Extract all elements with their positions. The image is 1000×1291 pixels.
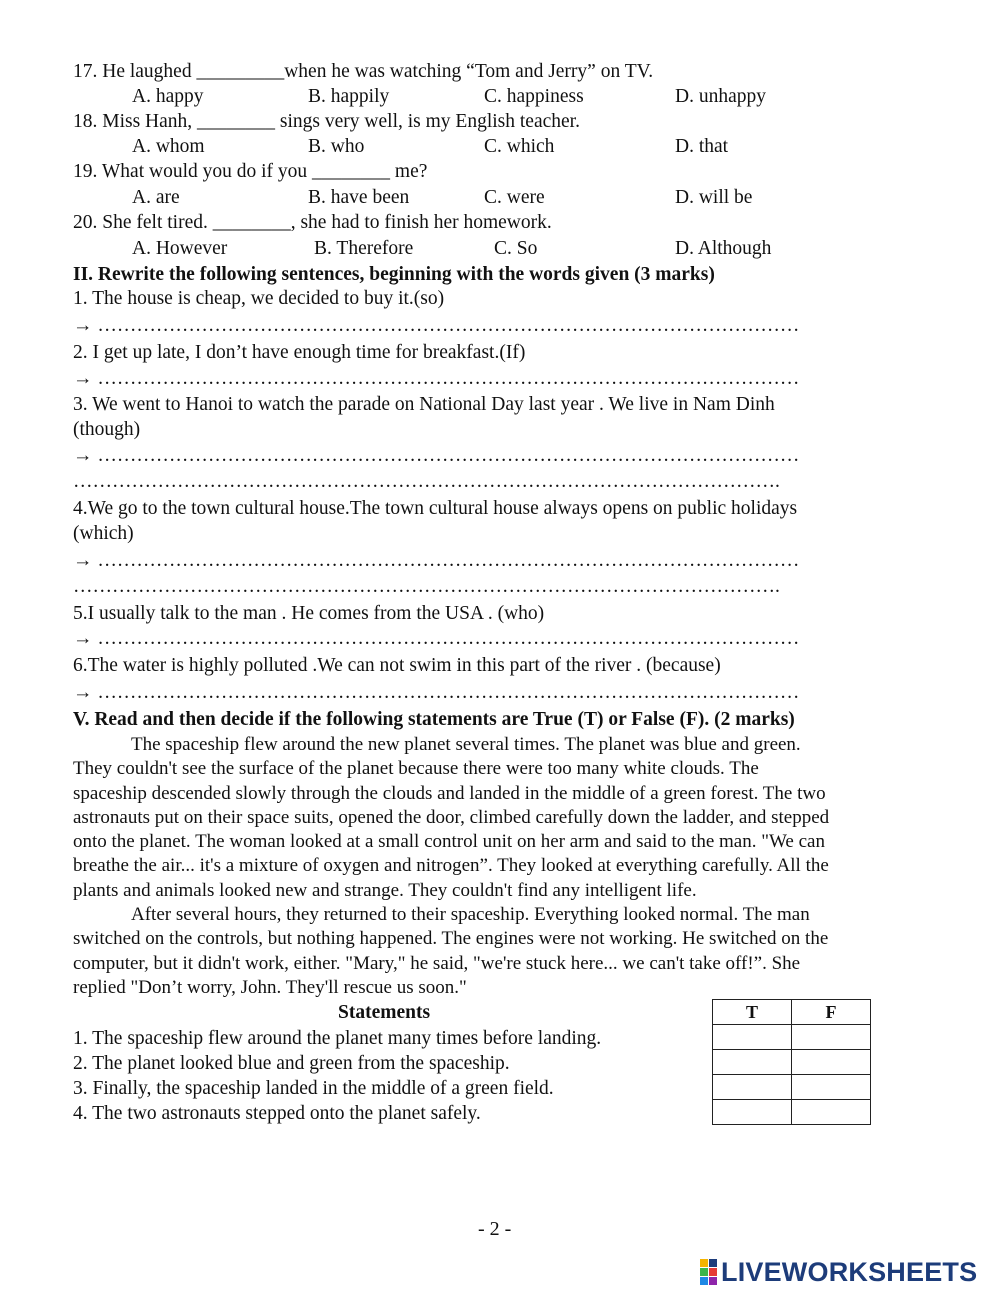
q19-option-a[interactable]: A. are xyxy=(132,187,180,208)
answer-cell-2-false[interactable] xyxy=(792,1050,871,1075)
section-ii-heading: II. Rewrite the following sentences, beginning with the words given (3 marks) xyxy=(73,264,715,285)
paragraph-line: onto the planet. The woman looked at a small control unit on her arm and said to the man. "We can xyxy=(73,831,825,853)
q19-option-b[interactable]: B. have been xyxy=(308,187,410,208)
true-false-table xyxy=(712,999,871,1125)
q17-option-c[interactable]: C. happiness xyxy=(484,86,584,107)
rewrite-3-hint: (though) xyxy=(73,419,141,440)
rewrite-4-hint: (which) xyxy=(73,523,134,544)
paragraph-line: breathe the air... it's a mixture of oxygen and nitrogen”. They looked at everything carefully. All the xyxy=(73,855,829,877)
rewrite-4-answer-line[interactable] xyxy=(73,549,799,573)
arrow-icon: → xyxy=(73,682,93,703)
statement-2: 2. The planet looked blue and green from the spaceship. xyxy=(73,1053,510,1074)
rewrite-2-prompt: 2. I get up late, I don’t have enough time for breakfast.(If) xyxy=(73,342,526,363)
paragraph-line: They couldn't see the surface of the planet because there were too many white clouds. The xyxy=(73,758,759,780)
statement-1: 1. The spaceship flew around the planet many times before landing. xyxy=(73,1028,602,1049)
q18-option-a[interactable]: A. whom xyxy=(132,136,205,157)
arrow-icon: → xyxy=(73,628,93,649)
q19-option-d[interactable]: D. will be xyxy=(675,187,753,208)
arrow-icon: → xyxy=(73,550,93,571)
arrow-icon: → xyxy=(73,368,93,389)
q20-option-a[interactable]: A. However xyxy=(132,238,228,259)
rewrite-3-answer-line[interactable] xyxy=(73,444,799,468)
paragraph-line: plants and animals looked new and strange. They couldn't find any intelligent life. xyxy=(73,879,697,901)
liveworksheets-logo xyxy=(700,1258,977,1286)
paragraph-line: astronauts put on their space suits, opened the door, climbed carefully down the ladder, and stepped xyxy=(73,806,830,828)
section-v-heading: V. Read and then decide if the following statements are True (T) or False (F). (2 marks) xyxy=(73,709,795,730)
answer-cell-1-false[interactable] xyxy=(792,1025,871,1050)
rewrite-6-answer-line[interactable] xyxy=(73,681,799,705)
rewrite-1-answer-line[interactable] xyxy=(73,314,799,338)
statement-4: 4. The two astronauts stepped onto the planet safely. xyxy=(73,1103,481,1124)
column-false-header: F xyxy=(792,1000,871,1025)
q19-option-c[interactable]: C. were xyxy=(484,187,545,208)
answer-dots: ……………………………………………………………………………………………… xyxy=(97,550,800,571)
answer-cell-4-false[interactable] xyxy=(792,1100,871,1125)
arrow-icon: → xyxy=(73,445,93,466)
q18-option-b[interactable]: B. who xyxy=(308,136,365,157)
answer-dots: ……………………………………………………………………………………………… xyxy=(97,315,800,336)
statement-3: 3. Finally, the spaceship landed in the middle of a green field. xyxy=(73,1078,554,1099)
q20-option-d[interactable]: D. Although xyxy=(675,238,772,259)
answer-dots: ……………………………………………………………………………………………… xyxy=(97,368,800,389)
paragraph-line: switched on the controls, but nothing happened. The engines were not working. He switched on the xyxy=(73,928,829,950)
paragraph-line: replied "Don’t worry, John. They'll rescue us soon." xyxy=(73,976,467,998)
question-20-stem: 20. She felt tired. ________, she had to finish her homework. xyxy=(73,212,552,233)
answer-cell-3-true[interactable] xyxy=(713,1075,792,1100)
paragraph-line: spaceship descended slowly through the clouds and landed in the middle of a green forest. The two xyxy=(73,782,826,804)
answer-cell-2-true[interactable] xyxy=(713,1050,792,1075)
answer-dots: ……………………………………………………………………………………………… xyxy=(97,445,800,466)
column-true-header: T xyxy=(713,1000,792,1025)
question-19-stem: 19. What would you do if you ________ me? xyxy=(73,161,428,182)
page-number: - 2 - xyxy=(478,1218,512,1240)
reading-paragraph-2 xyxy=(73,903,933,1000)
answer-cell-3-false[interactable] xyxy=(792,1075,871,1100)
paragraph-line: After several hours, they returned to their spaceship. Everything looked normal. The man xyxy=(131,904,810,925)
statements-title: Statements xyxy=(338,1002,431,1023)
q17-option-a[interactable]: A. happy xyxy=(132,86,204,107)
rewrite-3-answer-line-2[interactable]: ………………………………………………………………………………………………. xyxy=(73,471,780,492)
question-17-stem: 17. He laughed _________when he was watching “Tom and Jerry” on TV. xyxy=(73,61,654,82)
q18-option-c[interactable]: C. which xyxy=(484,136,555,157)
paragraph-line: computer, but it didn't work, either. "Mary," he said, "we're stuck here... we can't take off!”. She xyxy=(73,952,801,974)
paragraph-line: The spaceship flew around the new planet several times. The planet was blue and green. xyxy=(131,734,801,755)
rewrite-4-prompt: 4.We go to the town cultural house.The town cultural house always opens on public holidays xyxy=(73,498,798,519)
question-18-stem: 18. Miss Hanh, ________ sings very well, is my English teacher. xyxy=(73,111,580,132)
answer-cell-1-true[interactable] xyxy=(713,1025,792,1050)
reading-paragraph-1 xyxy=(73,733,933,903)
rewrite-5-prompt: 5.I usually talk to the man . He comes from the USA . (who) xyxy=(73,603,545,624)
answer-dots: ……………………………………………………………………………………………… xyxy=(97,628,800,649)
rewrite-1-prompt: 1. The house is cheap, we decided to buy it.(so) xyxy=(73,288,445,309)
answer-cell-4-true[interactable] xyxy=(713,1100,792,1125)
rewrite-3-prompt: 3. We went to Hanoi to watch the parade on National Day last year . We live in Nam Dinh xyxy=(73,394,775,415)
rewrite-6-prompt: 6.The water is highly polluted .We can not swim in this part of the river . (because) xyxy=(73,655,721,676)
answer-dots: ……………………………………………………………………………………………… xyxy=(97,682,800,703)
arrow-icon: → xyxy=(73,315,93,336)
q20-option-b[interactable]: B. Therefore xyxy=(314,238,414,259)
rewrite-5-answer-line[interactable] xyxy=(73,627,799,651)
q18-option-d[interactable]: D. that xyxy=(675,136,729,157)
logo-icon xyxy=(700,1259,717,1285)
q17-option-b[interactable]: B. happily xyxy=(308,86,390,107)
q20-option-c[interactable]: C. So xyxy=(494,238,538,259)
q17-option-d[interactable]: D. unhappy xyxy=(675,86,766,107)
rewrite-4-answer-line-2[interactable]: ………………………………………………………………………………………………. xyxy=(73,576,780,597)
rewrite-2-answer-line[interactable] xyxy=(73,367,799,391)
logo-wordmark: LIVEWORKSHEETS xyxy=(721,1256,978,1287)
